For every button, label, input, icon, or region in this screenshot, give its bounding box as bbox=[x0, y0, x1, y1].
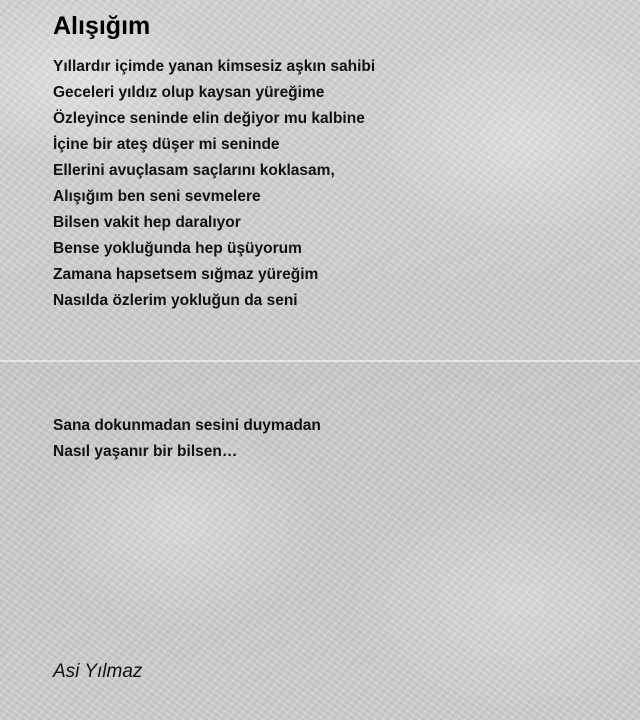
poem-line: Sana dokunmadan sesini duymadan bbox=[53, 417, 321, 434]
poem-line: Özleyince seninde elin değiyor mu kalbine bbox=[53, 110, 365, 127]
poem-line: Nasıl yaşanır bir bilsen… bbox=[53, 443, 238, 460]
poem-title: Alışığım bbox=[53, 12, 151, 40]
poem-line: Bense yokluğunda hep üşüyorum bbox=[53, 240, 302, 257]
poem-author: Asi Yılmaz bbox=[53, 661, 143, 682]
stanza-2 bbox=[53, 413, 321, 465]
poem-line: Ellerini avuçlasam saçlarını koklasam, bbox=[53, 162, 335, 179]
stanza-1 bbox=[53, 54, 375, 314]
poem-line: Yıllardır içimde yanan kimsesiz aşkın sahibi bbox=[53, 58, 376, 75]
poem-line: İçine bir ateş düşer mi seninde bbox=[53, 136, 280, 153]
poem-line: Geceleri yıldız olup kaysan yüreğime bbox=[53, 84, 325, 101]
poem-line: Zamana hapsetsem sığmaz yüreğim bbox=[53, 266, 319, 283]
poem-line: Bilsen vakit hep daralıyor bbox=[53, 214, 241, 231]
poem-line: Alışığım ben seni sevmelere bbox=[53, 188, 261, 205]
poem-line: Nasılda özlerim yokluğun da seni bbox=[53, 292, 298, 309]
